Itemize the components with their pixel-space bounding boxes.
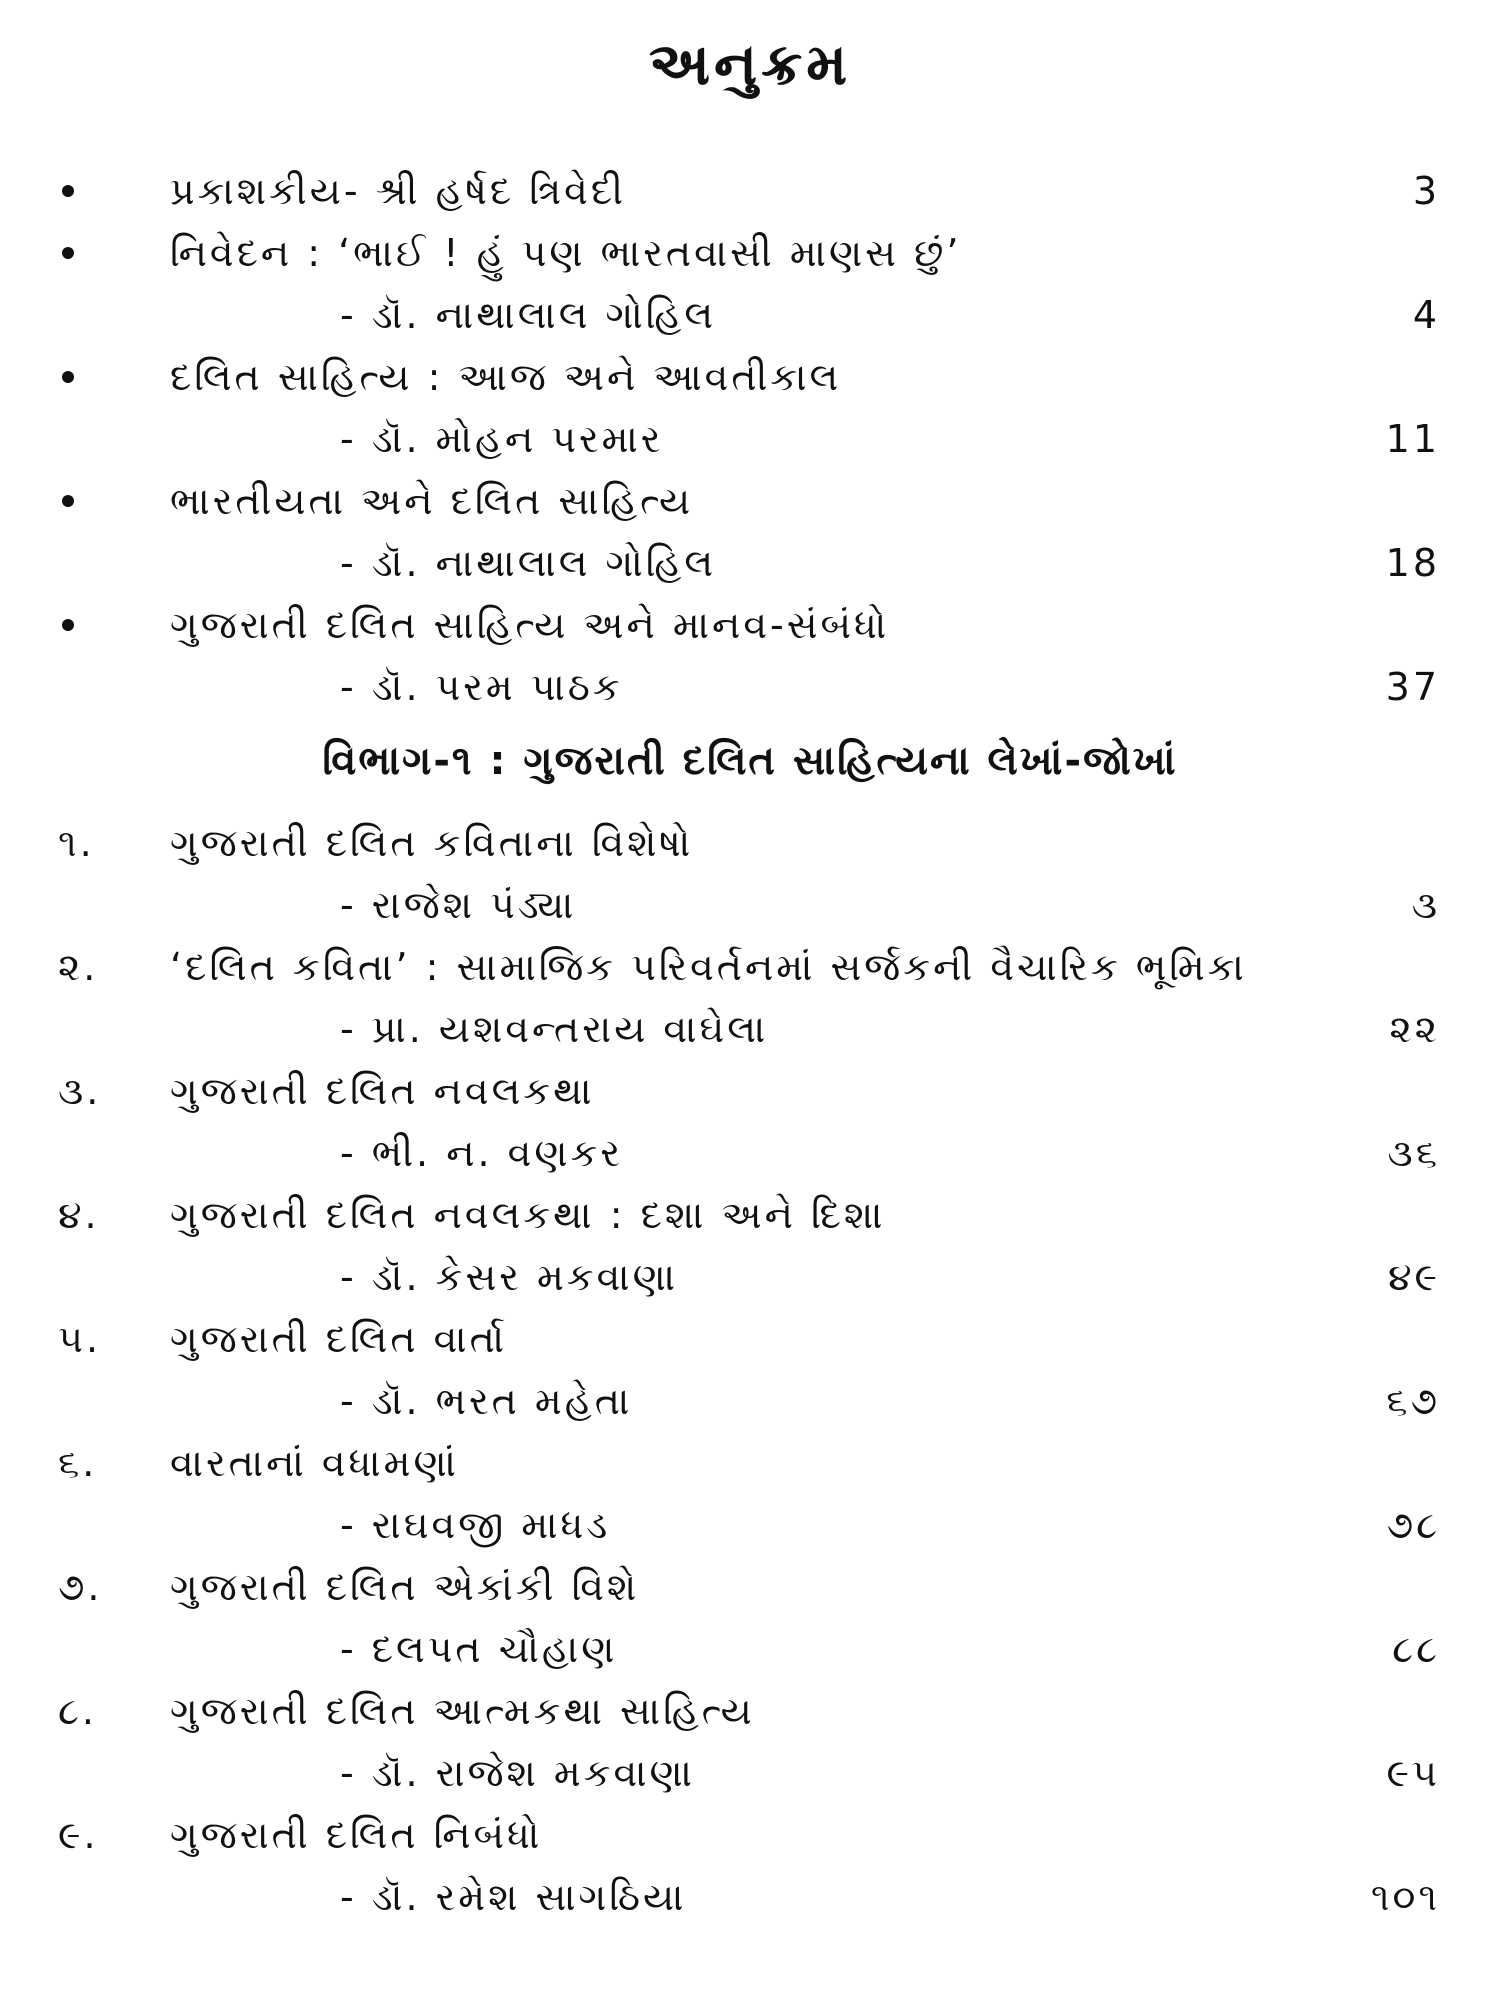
entry-title: ગુજરાતી દલિત નવલકથા : દશા અને દિશા xyxy=(170,1193,886,1237)
toc-entry-title xyxy=(0,1060,1500,1122)
toc-entry-author xyxy=(0,532,1500,594)
entry-title: ગુજરાતી દલિત આત્મકથા સાહિત્ય xyxy=(170,1689,755,1733)
entry-title: ‘દલિત કવિતા’ : સામાજિક પરિવર્તનમાં સર્જકની વૈચારિક ભૂમિકા xyxy=(170,945,1247,989)
toc-entry-author xyxy=(0,1370,1500,1432)
bullet-icon xyxy=(62,371,74,383)
entry-author: - ડૉ. નાથાલાલ ગોહિલ xyxy=(340,541,717,585)
entry-number: ૪. xyxy=(58,1193,100,1237)
bullet-icon xyxy=(62,247,74,259)
toc-entry-title xyxy=(0,1556,1500,1618)
entry-author: - ડૉ. નાથાલાલ ગોહિલ xyxy=(340,293,717,337)
entry-author: - દલપત ચૌહાણ xyxy=(340,1627,618,1671)
entry-page: ૩૬ xyxy=(1387,1131,1440,1175)
toc-entry-author xyxy=(0,874,1500,936)
toc-entry-author xyxy=(0,656,1500,718)
toc-entry-title xyxy=(0,1432,1500,1494)
entry-number: ૬. xyxy=(58,1441,98,1485)
toc-entry-title xyxy=(0,1308,1500,1370)
entry-number: ૧. xyxy=(58,821,95,865)
toc-entry-title xyxy=(0,1680,1500,1742)
toc-entry-title xyxy=(0,1184,1500,1246)
bullet-icon xyxy=(62,495,74,507)
entry-number: ૩. xyxy=(58,1069,102,1113)
toc-entry-title xyxy=(0,346,1500,408)
entry-page: 37 xyxy=(1385,665,1440,709)
toc-entry-title xyxy=(0,936,1500,998)
entry-author: - ડૉ. ભરત મહેતા xyxy=(340,1379,633,1423)
entry-author: - ભી. ન. વણકર xyxy=(340,1131,623,1175)
entry-title: ભારતીયતા અને દલિત સાહિત્ય xyxy=(170,479,694,523)
entry-page: 3 xyxy=(1412,169,1440,213)
toc-entry-title xyxy=(0,222,1500,284)
toc-entry-author xyxy=(0,1618,1500,1680)
entry-number: ૮. xyxy=(58,1689,97,1733)
entry-author: - પ્રા. યશવન્તરાય વાઘેલા xyxy=(340,1007,769,1051)
page-title: અનુક્રમ xyxy=(648,30,852,98)
toc-entry-author xyxy=(0,998,1500,1060)
entry-title: ગુજરાતી દલિત એકાંકી વિશે xyxy=(170,1565,640,1609)
entry-title: દલિત સાહિત્ય : આજ અને આવતીકાલ xyxy=(170,355,842,399)
toc-entry-author xyxy=(0,284,1500,346)
entry-number: ૫. xyxy=(58,1317,102,1361)
entry-page: ૬૭ xyxy=(1386,1379,1440,1423)
entry-title: ગુજરાતી દલિત નિબંધો xyxy=(170,1813,543,1857)
entry-author: - ડૉ. કેસર મકવાણા xyxy=(340,1255,679,1299)
toc-entry-title xyxy=(0,1804,1500,1866)
entry-page: ૧૦૧ xyxy=(1370,1875,1440,1919)
entry-title: પ્રકાશકીય- શ્રી હર્ષદ ત્રિવેદી xyxy=(170,169,626,213)
toc-entry-title xyxy=(0,594,1500,656)
entry-title: ગુજરાતી દલિત વાર્તા xyxy=(170,1317,508,1361)
toc-entry-author xyxy=(0,408,1500,470)
section-heading: વિભાગ-૧ : ગુજરાતી દલિત સાહિત્યના લેખાં-જોખાં xyxy=(322,738,1178,784)
entry-author: - રાજેશ પંડ્યા xyxy=(340,883,577,927)
entry-title: ગુજરાતી દલિત સાહિત્ય અને માનવ-સંબંધો xyxy=(170,603,890,647)
entry-page: ૨૨ xyxy=(1389,1007,1440,1051)
toc-entry-title xyxy=(0,160,1500,222)
entry-title: ગુજરાતી દલિત નવલકથા xyxy=(170,1069,595,1113)
toc-entry-author xyxy=(0,1866,1500,1928)
toc-entry-author xyxy=(0,1122,1500,1184)
entry-page: ૮૮ xyxy=(1392,1627,1440,1671)
toc-entry-title xyxy=(0,470,1500,532)
toc-entry-title xyxy=(0,812,1500,874)
entry-number: ૨. xyxy=(58,945,99,989)
entry-author: - ડૉ. રાજેશ મકવાણા xyxy=(340,1751,695,1795)
entry-page: ૪૯ xyxy=(1387,1255,1440,1299)
entry-author: - રાઘવજી માધડ xyxy=(340,1503,611,1547)
entry-author: - ડૉ. મોહન પરમાર xyxy=(340,417,664,461)
entry-page: 4 xyxy=(1412,293,1440,337)
entry-page: ૭૮ xyxy=(1386,1503,1440,1547)
bullet-icon xyxy=(62,185,74,197)
entry-number: ૭. xyxy=(58,1565,103,1609)
entry-author: - ડૉ. રમેશ સાગઠિયા xyxy=(340,1875,687,1919)
entry-title: ગુજરાતી દલિત કવિતાના વિશેષો xyxy=(170,821,694,865)
entry-page: 11 xyxy=(1385,417,1440,461)
toc-entry-author xyxy=(0,1494,1500,1556)
entry-number: ૯. xyxy=(58,1813,99,1857)
entry-title: નિવેદન : ‘ભાઈ ! હું પણ ભારતવાસી માણસ છું’ xyxy=(170,231,962,275)
entry-title: વારતાનાં વધામણાં xyxy=(170,1441,459,1485)
bullet-icon xyxy=(62,619,74,631)
entry-author: - ડૉ. પરમ પાઠક xyxy=(340,665,623,709)
toc-entry-author xyxy=(0,1246,1500,1308)
entry-page: 18 xyxy=(1385,541,1440,585)
entry-page: ૩ xyxy=(1411,883,1440,927)
entry-page: ૯૫ xyxy=(1386,1751,1440,1795)
toc-entry-author xyxy=(0,1742,1500,1804)
